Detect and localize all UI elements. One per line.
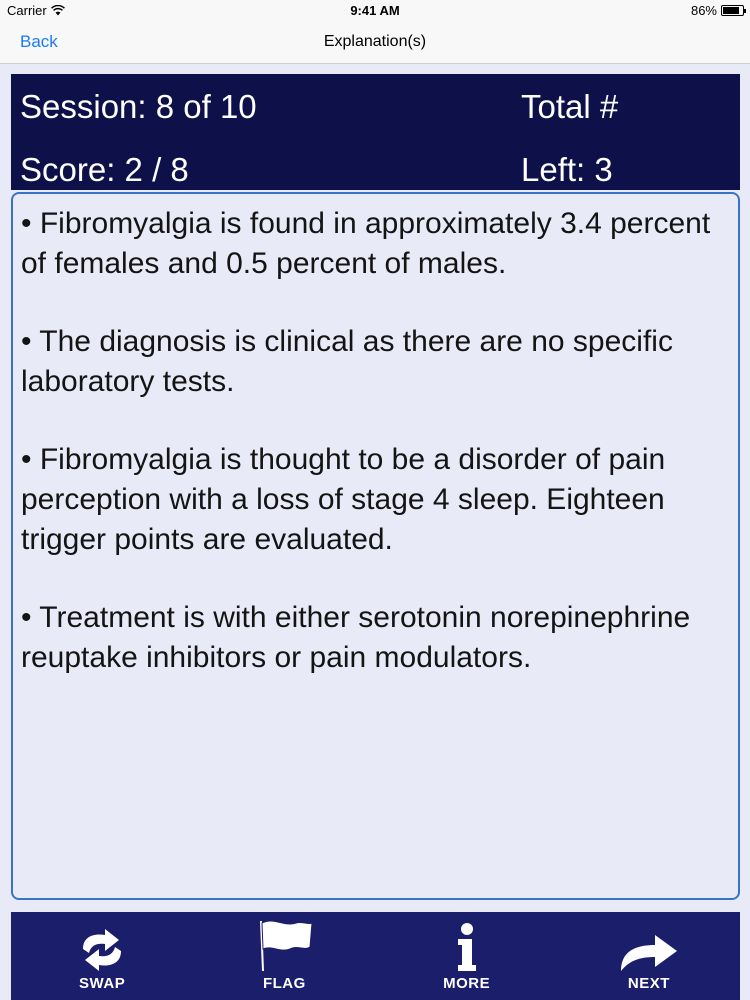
flag-icon [254, 917, 314, 973]
session-progress: Session: 8 of 10 [20, 88, 257, 125]
page-title: Explanation(s) [323, 33, 427, 50]
remaining-count: Left: 3 [521, 151, 613, 188]
session-header [11, 74, 740, 190]
next-button[interactable] [558, 912, 740, 1000]
swap-label: SWAP [79, 975, 126, 992]
info-icon [452, 923, 482, 973]
battery-icon [721, 5, 744, 16]
explanation-paragraph: • Treatment is with either serotonin norepinephrine reuptake inhibitors or pain modulators. [21, 601, 691, 674]
more-button[interactable] [376, 912, 558, 1000]
next-label: NEXT [627, 975, 670, 992]
arrow-right-icon [617, 931, 681, 973]
back-button[interactable]: Back [20, 32, 58, 51]
score-display: Score: 2 / 8 [20, 151, 189, 188]
navigation-bar [0, 22, 750, 64]
clock: 9:41 AM [350, 3, 400, 18]
status-bar [0, 0, 750, 22]
carrier-label: Carrier [7, 3, 47, 18]
flag-label: FLAG [262, 975, 306, 992]
total-label: Total # [521, 88, 619, 125]
flag-button[interactable] [193, 912, 375, 1000]
battery-status [691, 3, 744, 18]
explanation-text-box[interactable] [11, 192, 740, 900]
more-label: MORE [443, 975, 491, 992]
explanation-paragraph: • Fibromyalgia is found in approximately 3.4 percent of females and 0.5 percent of males. [21, 207, 711, 280]
battery-fill [723, 7, 739, 14]
explanation-paragraph: • Fibromyalgia is thought to be a disorder of pain perception with a loss of stage 4 sleep. Eighteen trigger points are evaluated. [21, 443, 666, 556]
swap-button[interactable] [11, 912, 193, 1000]
explanation-paragraph: • The diagnosis is clinical as there are no specific laboratory tests. [21, 325, 673, 398]
swap-icon [75, 927, 129, 973]
bottom-toolbar [11, 912, 740, 1000]
battery-percent: 86% [690, 3, 717, 18]
